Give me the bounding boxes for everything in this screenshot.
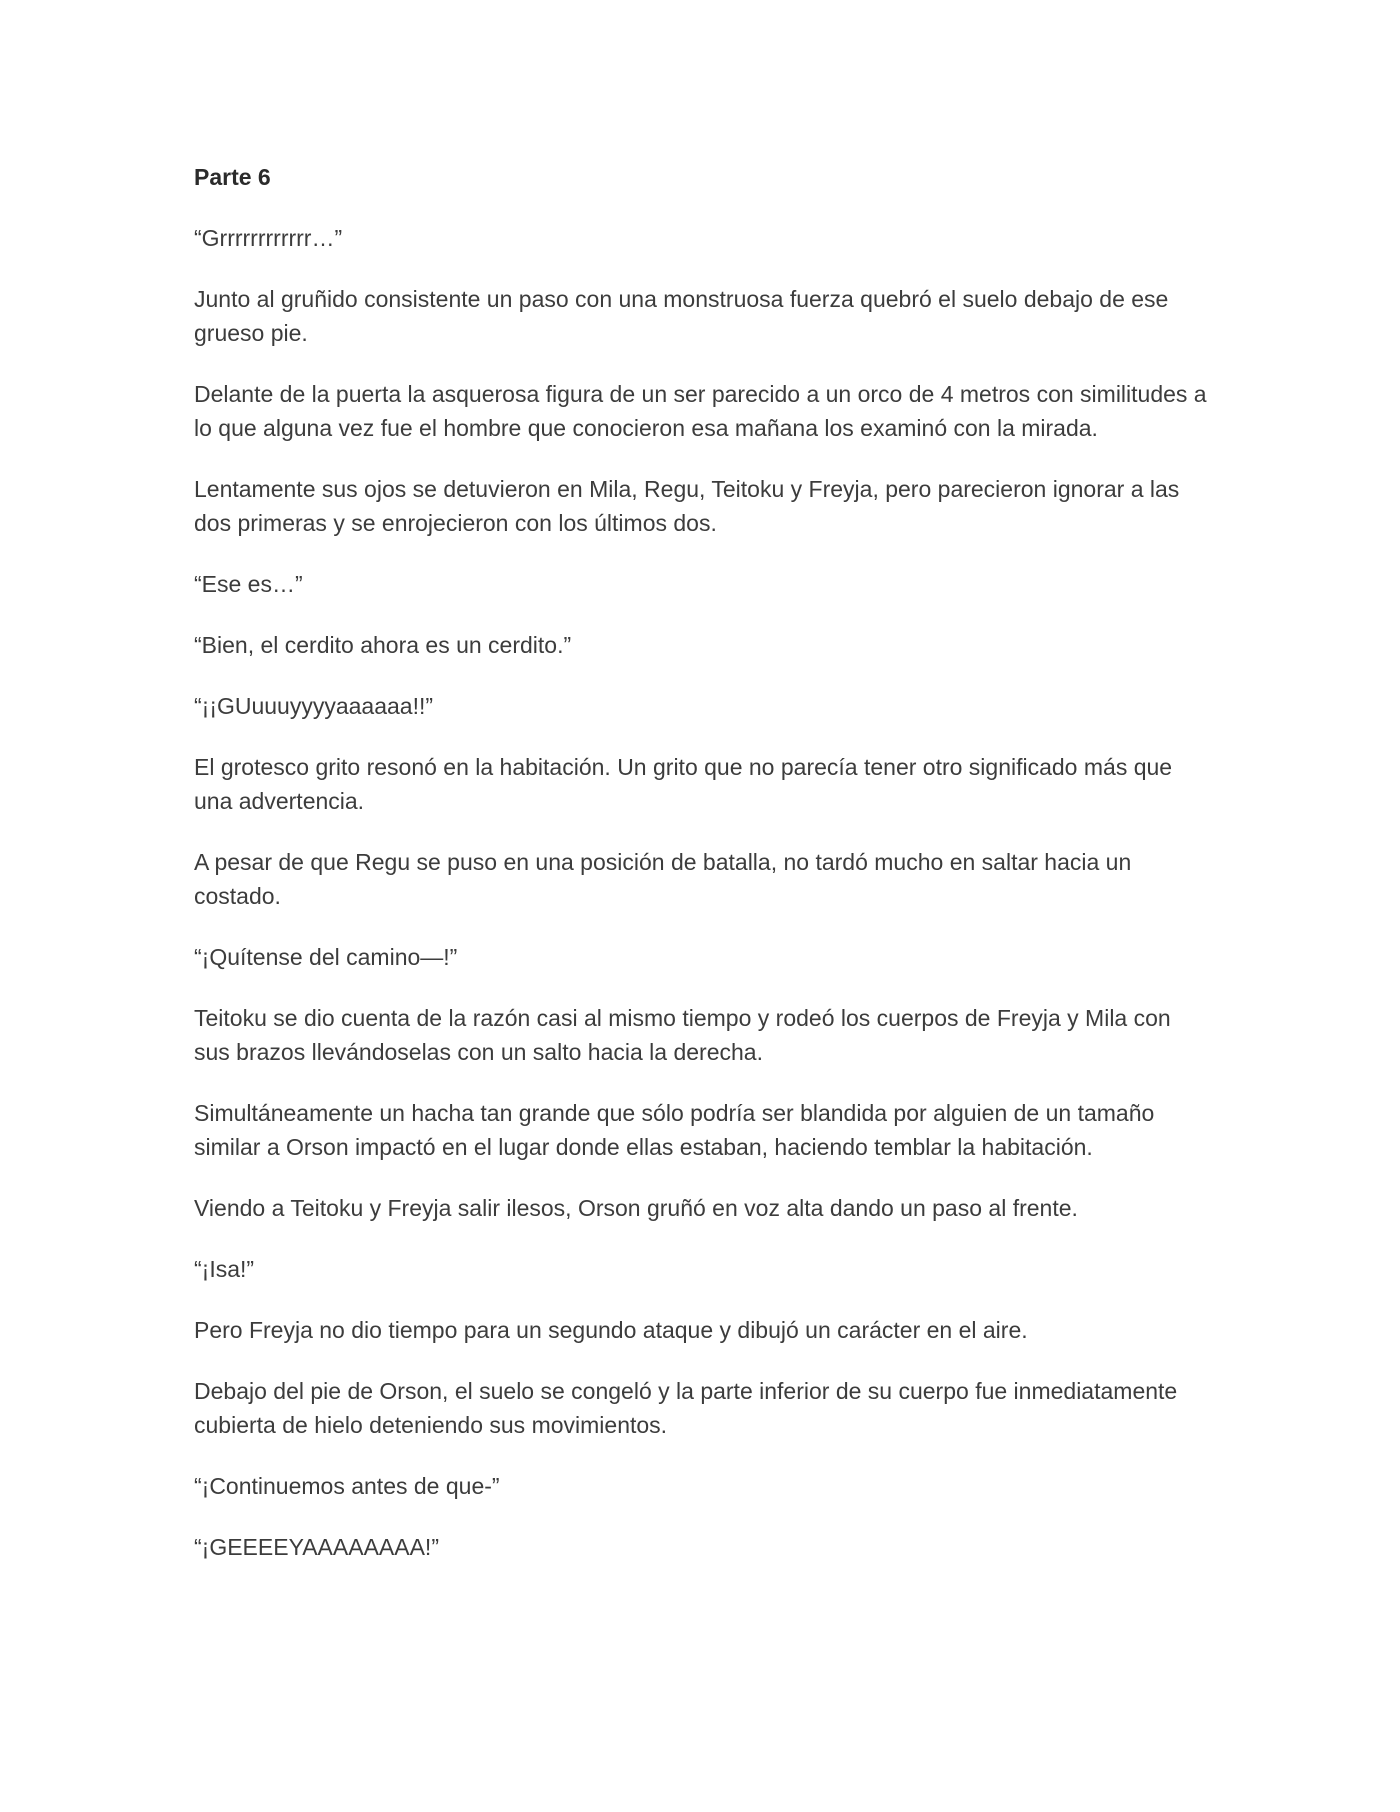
paragraph: “¡Isa!” (194, 1256, 255, 1282)
paragraph: “¡GEEEEYAAAAAAAA!” (194, 1534, 439, 1560)
paragraph: Debajo del pie de Orson, el suelo se congeló y la parte inferior de su cuerpo fue inmediatamente cubierta de hielo deteniendo sus movimientos. (194, 1378, 1178, 1438)
paragraph: Lentamente sus ojos se detuvieron en Mila, Regu, Teitoku y Freyja, pero parecieron ignorar a las dos primeras y se enrojecieron con los últimos dos. (194, 476, 1180, 536)
paragraph: “¡Quítense del camino—!” (194, 944, 458, 970)
document-page (194, 160, 1210, 1591)
paragraph: El grotesco grito resonó en la habitación. Un grito que no parecía tener otro significado más que una advertencia. (194, 754, 1173, 814)
paragraph: “Bien, el cerdito ahora es un cerdito.” (194, 632, 572, 658)
paragraph: “¡Continuemos antes de que-” (194, 1473, 500, 1499)
paragraph: “Ese es…” (194, 571, 303, 597)
paragraph: Viendo a Teitoku y Freyja salir ilesos, Orson gruñó en voz alta dando un paso al frente. (194, 1195, 1078, 1221)
paragraph: Junto al gruñido consistente un paso con una monstruosa fuerza quebró el suelo debajo de ese grueso pie. (194, 286, 1169, 346)
paragraph: A pesar de que Regu se puso en una posición de batalla, no tardó mucho en saltar hacia un costado. (194, 849, 1132, 909)
paragraph: “Grrrrrrrrrrrr…” (194, 225, 343, 251)
paragraph: Delante de la puerta la asquerosa figura de un ser parecido a un orco de 4 metros con similitudes a lo que alguna vez fue el hombre que conocieron esa mañana los examinó con la mirada. (194, 381, 1207, 441)
paragraph: Simultáneamente un hacha tan grande que sólo podría ser blandida por alguien de un tamaño similar a Orson impactó en el lugar donde ellas estaban, haciendo temblar la habitación. (194, 1100, 1155, 1160)
paragraph: Pero Freyja no dio tiempo para un segundo ataque y dibujó un carácter en el aire. (194, 1317, 1028, 1343)
paragraph: “¡¡GUuuuyyyyaaaaaa!!” (194, 693, 434, 719)
paragraph: Teitoku se dio cuenta de la razón casi al mismo tiempo y rodeó los cuerpos de Freyja y Mila con sus brazos llevándoselas con un salto hacia la derecha. (194, 1005, 1171, 1065)
chapter-heading: Parte 6 (194, 164, 271, 190)
